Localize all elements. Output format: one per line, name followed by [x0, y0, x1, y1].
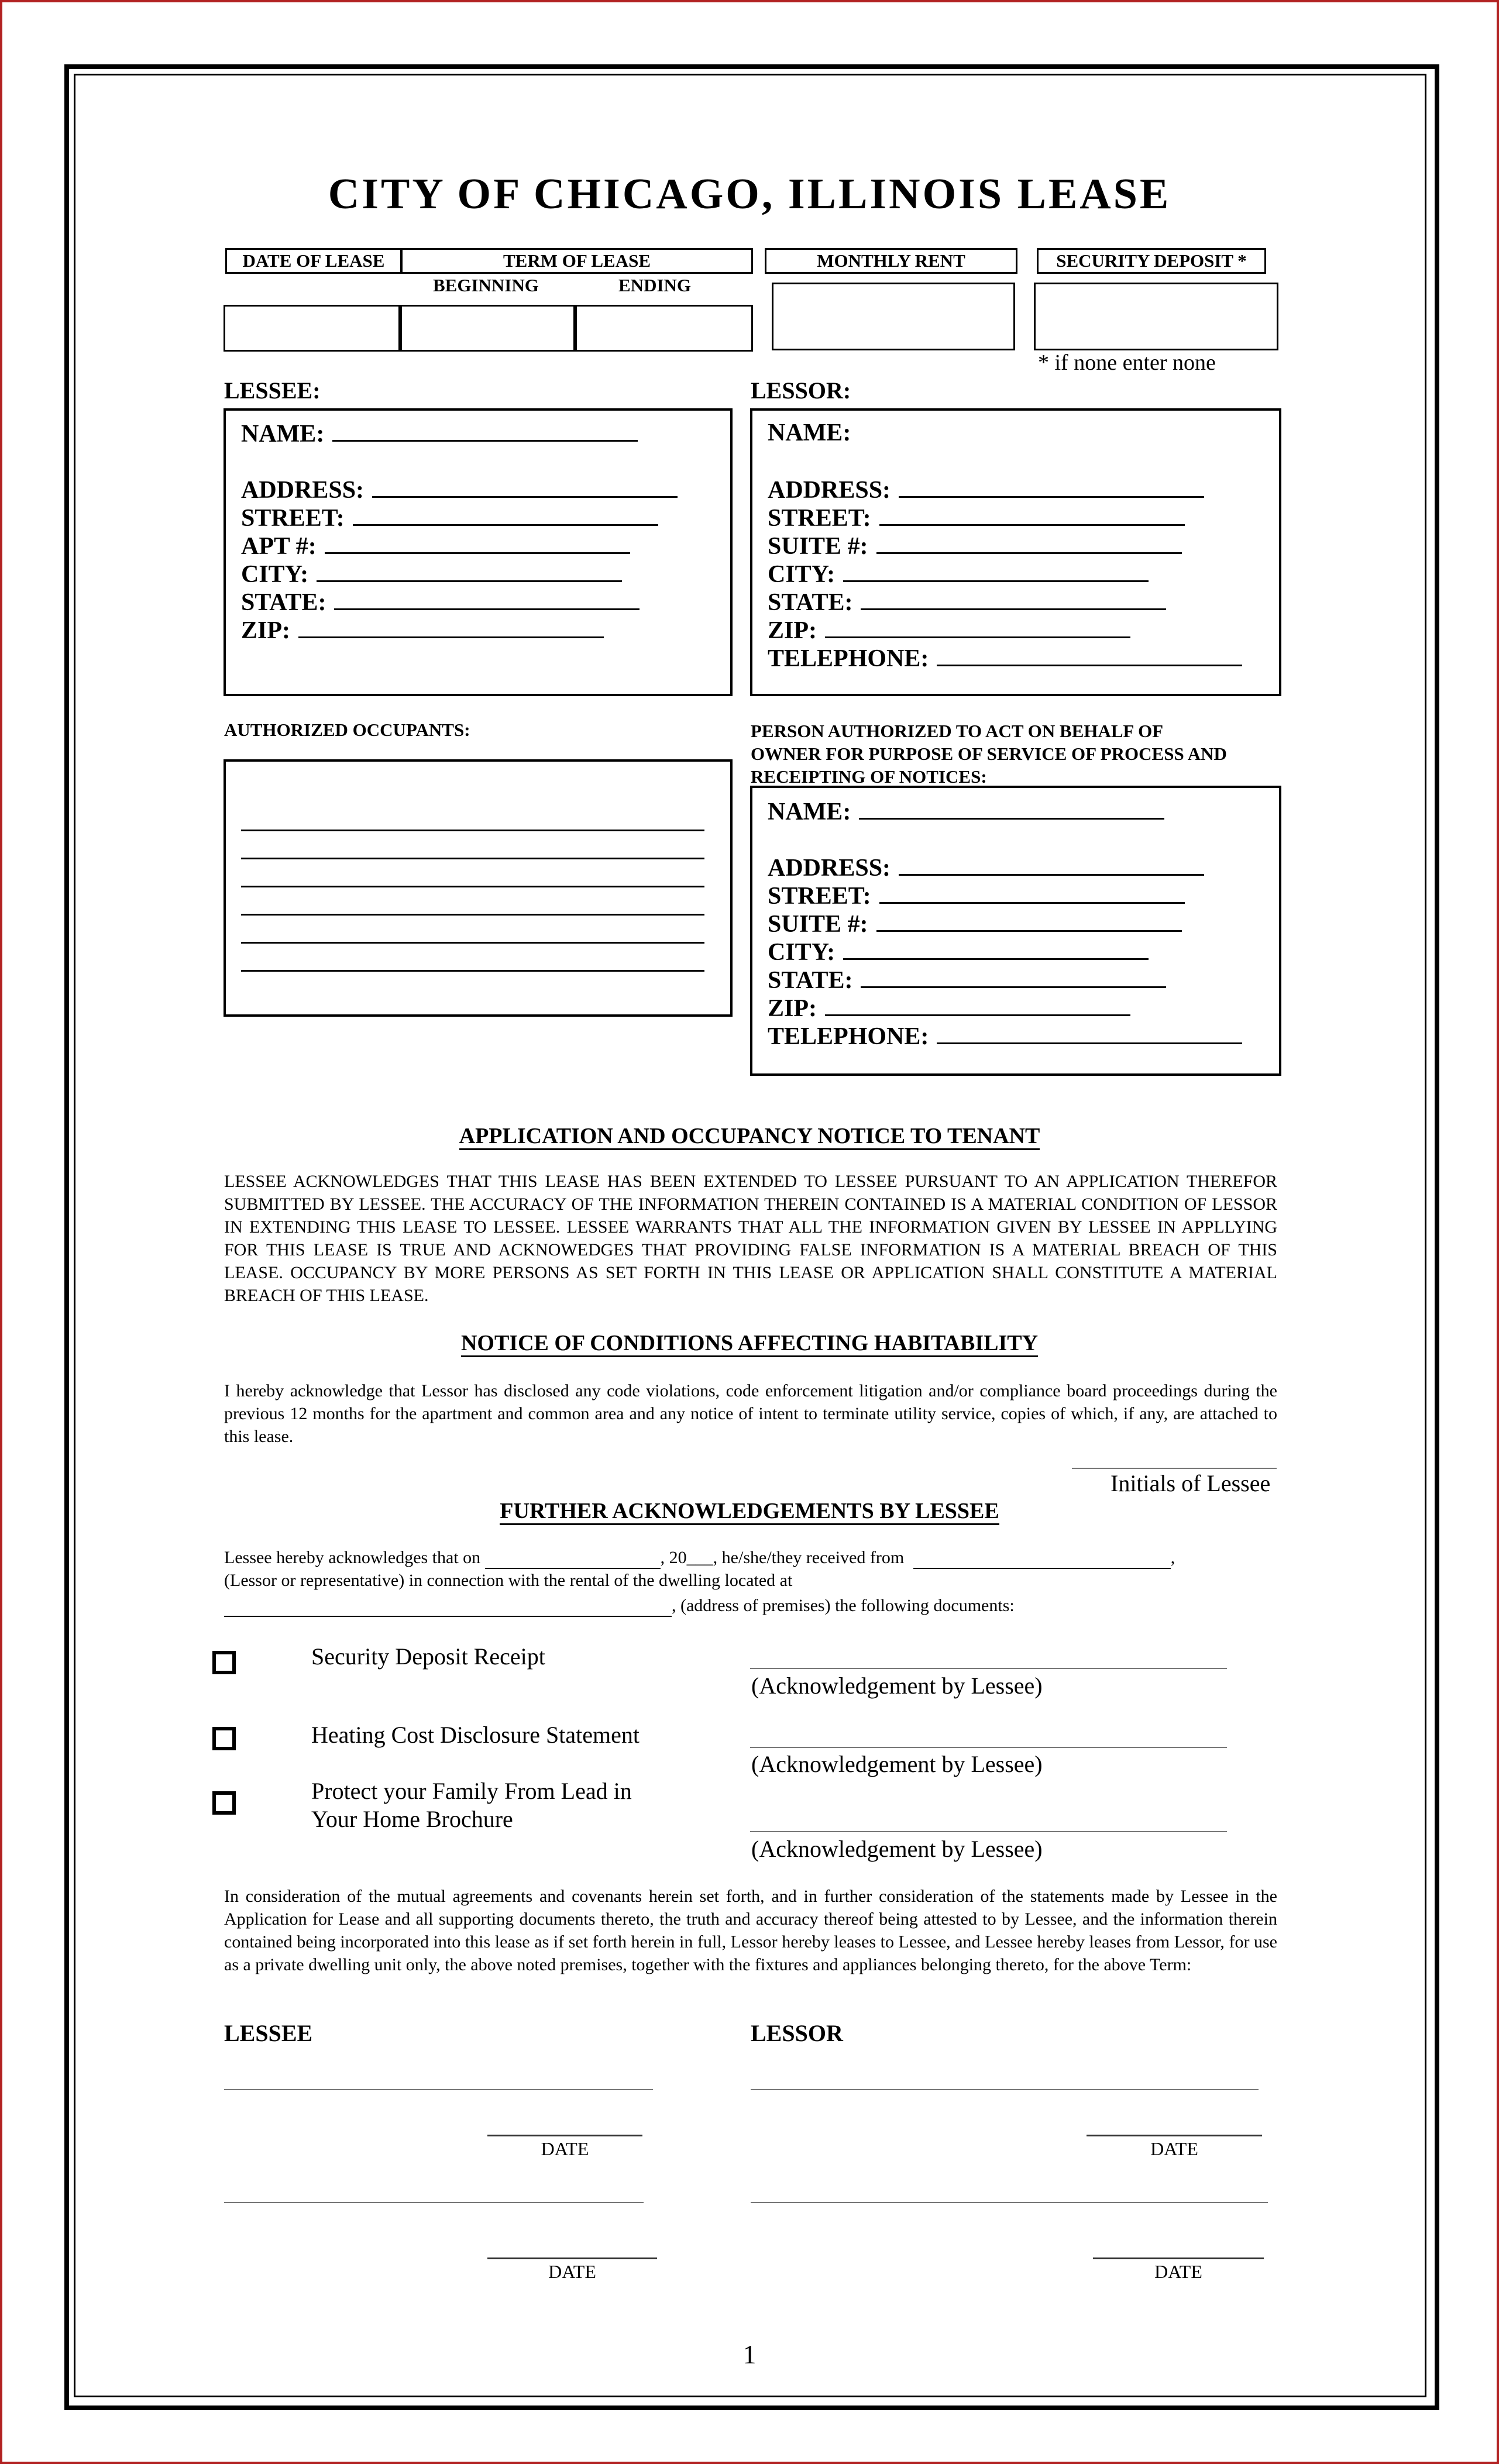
further-line-2: (Lessor or representative) in connection with the rental of the dwelling located at — [224, 1571, 793, 1590]
item-label: Heating Cost Disclosure Statement — [311, 1722, 640, 1748]
habitability-body: I hereby acknowledge that Lessor has disclosed any code violations, code enforcement litigation and/or compliance board proceedings during the previous 12 months for the apartment and common area and any notice of intent to terminate utility service, copies of which, if any, are attached to this lease. — [224, 1381, 1277, 1446]
lessor-heading: LESSOR: — [751, 377, 851, 404]
lead-brochure-checkbox[interactable] — [212, 1791, 236, 1815]
page-title: CITY OF CHICAGO, ILLINOIS LEASE — [328, 170, 1171, 218]
occupants-heading: AUTHORIZED OCCUPANTS: — [224, 720, 470, 740]
term-ending-field[interactable] — [573, 305, 753, 352]
security-deposit-label: SECURITY DEPOSIT * — [1037, 248, 1266, 274]
agent-address-field[interactable]: ADDRESS: — [768, 853, 1204, 882]
occupant-line[interactable] — [241, 914, 704, 916]
date-label: DATE — [548, 2261, 596, 2282]
security-deposit-receipt-checkbox[interactable] — [212, 1651, 236, 1674]
premises-address-blank[interactable] — [224, 1596, 672, 1617]
agent-name-field[interactable]: NAME: — [768, 797, 1164, 826]
lessee-date-line[interactable] — [487, 2257, 657, 2259]
further-text: , — [1170, 1548, 1175, 1567]
agent-telephone-field[interactable]: TELEPHONE: — [768, 1021, 1242, 1051]
security-deposit-field[interactable] — [1034, 283, 1278, 350]
lessee-name-field[interactable]: NAME: — [241, 419, 638, 448]
date-label: DATE — [1154, 2261, 1202, 2282]
agent-zip-field[interactable]: ZIP: — [768, 993, 1130, 1023]
term-of-lease-label: TERM OF LEASE — [401, 248, 753, 274]
lessor-zip-field[interactable]: ZIP: — [768, 615, 1130, 645]
further-line-1 — [224, 1548, 1175, 1569]
lessee-city-field[interactable]: CITY: — [241, 559, 622, 589]
lessee-state-field[interactable]: STATE: — [241, 587, 640, 617]
further-text: , (address of premises) the following documents: — [672, 1596, 1015, 1615]
agent-heading-line: RECEIPTING OF NOTICES: — [751, 766, 987, 787]
initials-line[interactable] — [1072, 1468, 1277, 1469]
occupant-line[interactable] — [241, 942, 704, 944]
date-label: DATE — [541, 2138, 589, 2159]
agent-suite-field[interactable]: SUITE #: — [768, 909, 1182, 938]
further-line-3 — [224, 1596, 1015, 1617]
consideration-body: In consideration of the mutual agreements and covenants herein set forth, and in further consideration of the statements made by Lessee in the Application for Lease and all supporting documents thereto, the truth and accuracy thereof being attested to by Lessee, and the information therein contained being incorporated into this lease as if set forth herein in full, Lessor hereby leases to Lessee, and Lessee hereby leases from Lessor, for use as a private dwelling unit only, the above noted premises, together with the fixtures and appliances belonging thereto, for the above Term: — [224, 1887, 1277, 1974]
lessor-name-field[interactable]: NAME: — [768, 419, 851, 446]
acknowledgement-label: (Acknowledgement by Lessee) — [751, 1673, 1043, 1699]
acknowledgement-label: (Acknowledgement by Lessee) — [751, 1751, 1043, 1777]
lessor-signature-heading: LESSOR — [751, 2020, 843, 2046]
term-beginning-field[interactable] — [398, 305, 577, 352]
occupant-line[interactable] — [241, 886, 704, 887]
lessor-suite-field[interactable]: SUITE #: — [768, 531, 1182, 560]
acknowledgement-line[interactable] — [750, 1831, 1227, 1832]
lessee-street-field[interactable]: STREET: — [241, 503, 658, 532]
item-label — [311, 1777, 632, 1833]
agent-street-field[interactable]: STREET: — [768, 881, 1185, 910]
initials-label: Initials of Lessee — [1111, 1470, 1271, 1496]
lessee-apt-field[interactable]: APT #: — [241, 531, 630, 560]
acknowledgement-line[interactable] — [750, 1668, 1227, 1669]
acknowledgement-line[interactable] — [750, 1747, 1227, 1748]
agent-state-field[interactable]: STATE: — [768, 965, 1166, 994]
date-of-lease-label: DATE OF LEASE — [225, 248, 402, 274]
item-label-line: Your Home Brochure — [311, 1806, 513, 1832]
agent-heading-line: PERSON AUTHORIZED TO ACT ON BEHALF OF — [751, 721, 1164, 741]
agent-heading — [751, 720, 1227, 788]
habitability-heading: NOTICE OF CONDITIONS AFFECTING HABITABILITY — [0, 1330, 1499, 1356]
lessor-state-field[interactable]: STATE: — [768, 587, 1166, 617]
lessee-heading: LESSEE: — [224, 377, 321, 404]
occupants-box[interactable] — [224, 759, 733, 1017]
lessee-signature-heading: LESSEE — [224, 2020, 313, 2046]
occupant-line[interactable] — [241, 858, 704, 859]
lessee-zip-field[interactable]: ZIP: — [241, 615, 604, 645]
lessee-date-line[interactable] — [487, 2135, 642, 2136]
lessor-signature-line[interactable] — [751, 2202, 1268, 2203]
acknowledgement-label: (Acknowledgement by Lessee) — [751, 1836, 1043, 1862]
occupant-line[interactable] — [241, 970, 704, 972]
item-label: Security Deposit Receipt — [311, 1643, 545, 1670]
item-label-line: Protect your Family From Lead in — [311, 1778, 632, 1804]
beginning-label: BEGINNING — [433, 275, 539, 295]
lessor-city-field[interactable]: CITY: — [768, 559, 1149, 589]
date-label: DATE — [1150, 2138, 1198, 2159]
lessor-telephone-field[interactable]: TELEPHONE: — [768, 643, 1242, 673]
lessor-street-field[interactable]: STREET: — [768, 503, 1185, 532]
monthly-rent-field[interactable] — [772, 283, 1015, 350]
lessee-signature-line[interactable] — [224, 2202, 644, 2203]
ending-label: ENDING — [618, 275, 692, 295]
further-text: Lessee hereby acknowledges that on — [224, 1548, 481, 1567]
lessee-address-field[interactable]: ADDRESS: — [241, 475, 678, 504]
agent-heading-line: OWNER FOR PURPOSE OF SERVICE OF PROCESS AND — [751, 744, 1227, 764]
lessor-date-line[interactable] — [1093, 2257, 1264, 2259]
application-body: LESSEE ACKNOWLEDGES THAT THIS LEASE HAS BEEN EXTENDED TO LESSEE PURSUANT TO AN APPLICATION THEREFOR SUBMITTED BY LESSEE. THE ACCURACY OF THE INFORMATION THEREIN CONTAINED IS A MATERIAL CONDITION OF LESSOR IN EXTENDING THIS LEASE TO LESSEE. LESSEE WARRANTS THAT ALL THE INFORMATION GIVEN BY LESSEE IN APPLLYING FOR THIS LEASE IS TRUE AND ACKNOWEDGES THAT PROVIDING FALSE INFORMATION IS A MATERIAL BREACH OF THIS LEASE. OCCUPANCY BY MORE PERSONS AS SET FORTH IN THIS LEASE OR APPLICATION SHALL CONSTITUTE A MATERIAL BREACH OF THIS LEASE. — [224, 1172, 1277, 1305]
lessee-signature-line[interactable] — [224, 2089, 653, 2090]
agent-city-field[interactable]: CITY: — [768, 937, 1149, 966]
date-of-lease-field[interactable] — [224, 305, 402, 352]
heating-cost-disclosure-checkbox[interactable] — [212, 1727, 236, 1750]
application-heading: APPLICATION AND OCCUPANCY NOTICE TO TENANT — [0, 1123, 1499, 1149]
further-heading: FURTHER ACKNOWLEDGEMENTS BY LESSEE — [0, 1498, 1499, 1524]
lessor-date-line[interactable] — [1087, 2135, 1262, 2136]
occupant-line[interactable] — [241, 830, 704, 831]
page-number: 1 — [742, 2339, 757, 2369]
received-date-blank[interactable] — [485, 1548, 661, 1569]
lessor-signature-line[interactable] — [751, 2089, 1259, 2090]
monthly-rent-label: MONTHLY RENT — [765, 248, 1017, 274]
received-from-blank[interactable] — [913, 1548, 1171, 1569]
further-text: , 20___, he/she/they received from — [660, 1548, 905, 1567]
deposit-note: * if none enter none — [1038, 350, 1216, 375]
lessor-address-field[interactable]: ADDRESS: — [768, 475, 1204, 504]
